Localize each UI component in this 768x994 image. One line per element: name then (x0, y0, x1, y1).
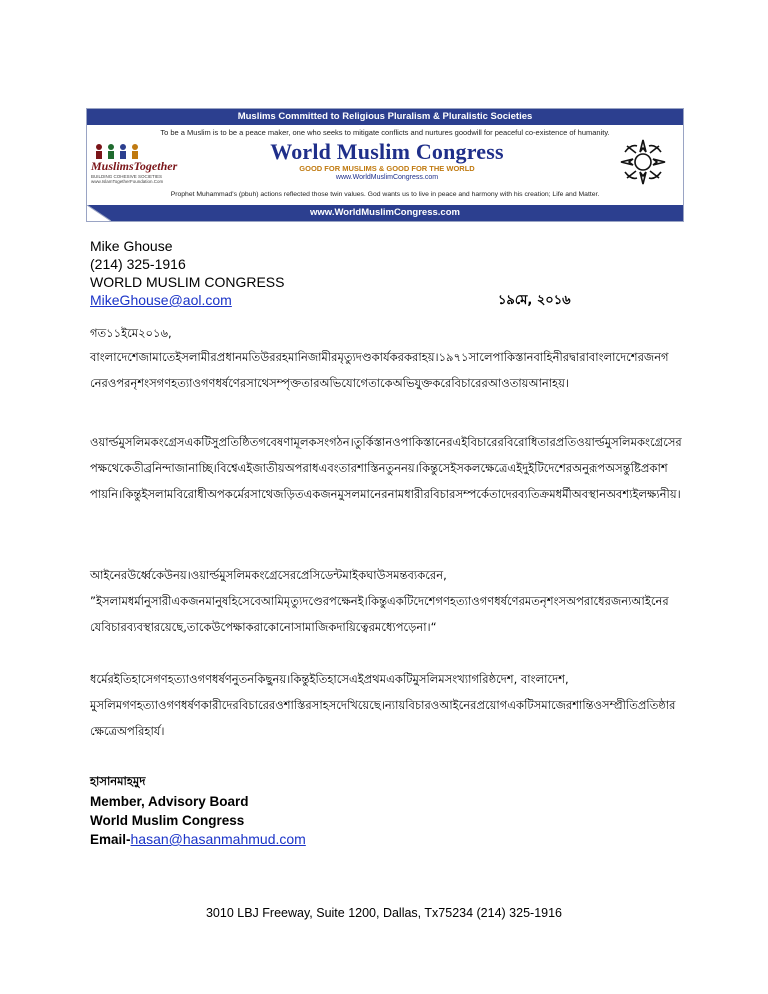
org-tagline: GOOD FOR MUSLIMS & GOOD FOR THE WORLD (299, 164, 475, 173)
muslims-together-subtitle: BUILDING COHESIVE SOCIETIES (91, 174, 163, 179)
signatory-role: Member, Advisory Board (90, 794, 249, 809)
paragraph-4-rest: মুসলিমগণহত্যাওগণধর্ষণকারীদেরবিচারেরওশাস্তিরসাহসদেখিয়েছে।ন্যায়বিচারওআইনেরপ্রয়োগএকটিসমাজেরশান্তিওসম্প্রীতিপ্রতিষ্ঠারক্ষেত্রেঅপরিহার্য। (90, 698, 676, 738)
paragraph-3 (90, 562, 682, 640)
paragraph-3-line-1: আইনেরউর্ধ্বেকেউনয়।ওয়ার্ল্ডমুসলিমকংগ্রেসেরপ্রেসিডেন্টমাইকঘাউসমন্তব্যকরেন, (90, 568, 447, 582)
paragraph-2: ওয়ার্ল্ডমুসলিমকংগ্রেসএকটিসুপ্রতিষ্ঠিতগবেষণামূলকসংগঠন।তুর্কিস্তানওপাকিস্তানেরএইবিচারেরবিরোধিতারপ্রতিওয়ার্ল্ডমুসলিমকংগ্রেসেরপক্ষথেকেতীব্রনিন্দাজানাচ্ছি।বিশ্বেএইজাতীয়অপরাধএবংতারশাস্তিনতুননয়।কিন্তুসেইসকলক্ষেত্রেএইদুইটিদেশেরঅনুরূপঅসন্তুষ্টিপ্রকাশপায়নি।কিন্তুইসলামবিরোধীঅপকর্মেরসাথেজড়িতএকজনমুসলমানেরনামধারীরবিচারসম্পর্কেতাদেরব্যতিক্রমধর্মীঅবস্থানঅবশ্যইলক্ষ্যনীয়। (90, 435, 682, 501)
sender-phone: (214) 325-1916 (90, 256, 186, 272)
signatory-org: World Muslim Congress (90, 813, 245, 828)
people-figures-icon (91, 143, 151, 159)
org-url-small: www.WorldMuslimCongress.com (335, 174, 439, 181)
muslims-together-logo (91, 143, 183, 189)
email-label: Email- (90, 832, 131, 847)
footer-address: 3010 LBJ Freeway, Suite 1200, Dallas, Tx75234 (214) 325-1916 (205, 906, 562, 920)
letterhead-title-block (227, 140, 547, 182)
muslims-together-url: www.IslamTogetherFoundation.Com (91, 179, 164, 184)
sender-name: Mike Ghouse (90, 238, 173, 254)
calligraphy-seal-icon (617, 136, 669, 188)
letterhead-mission: To be a Muslim is to be a peace maker, one who seeks to mitigate conflicts and nurtures goodwill for peaceful co-existence of humanity. (160, 128, 610, 137)
letter-date: ১৯মে, ২০১৬ (498, 293, 571, 308)
sender-block (90, 237, 284, 309)
signatory-email-link[interactable]: hasan@hasanmahmud.com (130, 831, 306, 847)
letterhead-top-band: Muslims Committed to Religious Pluralism & Pluralistic Societies (87, 109, 683, 125)
sender-email-link[interactable]: MikeGhouse@aol.com (90, 292, 232, 308)
sender-org: WORLD MUSLIM CONGRESS (90, 274, 285, 290)
paragraph-1: বাংলাদেশেজামাতেইসলামীরপ্রধানমতিউররহমানিজামীরমৃত্যুদণ্ডকার্যকরকরাহয়।১৯৭১সালেপাকিস্তানবাহিনীরদ্বারাবাংলাদেশেরজনগনেরওপরনৃশংসগণহত্যাওগণধর্ষণেরসাথেসম্পৃক্ততারঅভিযোগেতাকেঅভিযুক্তকরেবিচারেরআওতায়আনাহয়। (90, 350, 669, 390)
paragraph-4 (90, 666, 682, 744)
letterhead-quote: Prophet Muhammad's (pbuh) actions reflected those twin values. God wants us to live in peace and harmony with his creation; Life and Matter. (170, 191, 600, 198)
signature-block (90, 773, 306, 849)
page-fold-icon (87, 205, 111, 221)
org-name: World Muslim Congress (270, 139, 504, 164)
letterhead-bottom-band: www.WorldMuslimCongress.com (87, 205, 683, 221)
paragraph-4-line-1: ধর্মেরইতিহাসেগণহত্যাওগণধর্ষণনুতনকিছুনয়।কিন্তুইতিহাসেএইপ্রথমএকটিমুসলিমসংখ্যাগরিষ্ঠদেশ, বাংলাদেশ, (90, 672, 569, 686)
signatory-name: হাসানমাহমুদ (90, 774, 146, 788)
opening-date: গত১১ইমে২০১৬, (90, 326, 172, 340)
muslims-together-brand: MuslimsTogether (91, 159, 178, 173)
letterhead-banner (86, 108, 684, 222)
paragraph-3-quote: ”ইসলামধর্মানুসারীএকজনমানুষহিসেবেআমিমৃত্যুদণ্ডেরপক্ষেনই।কিন্তুএকটিদেশেগণহত্যাওগণধর্ষণেরমতনৃশংসঅপরাধেরজন্যআইনেরযেবিচারব্যবস্থারয়েছে,তাকেউপেক্ষাকরাকোনোসামাজিকদায়িত্বেরমধ্যেপড়েনা।“ (90, 594, 669, 634)
